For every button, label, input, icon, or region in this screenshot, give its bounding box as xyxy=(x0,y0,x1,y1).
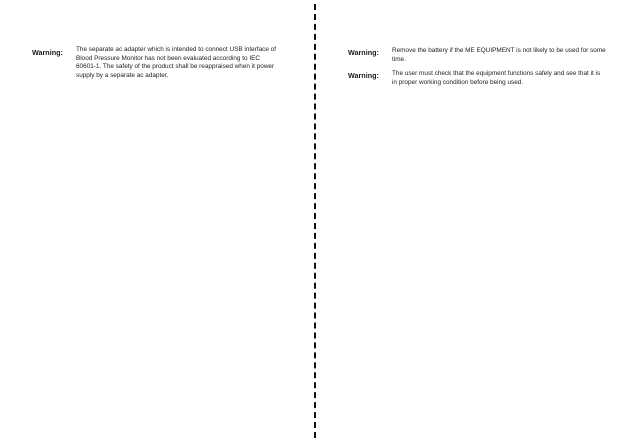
warning-text: The separate ac adapter which is intended to connect USB interface of Blood Pressure Monitor has not been evaluated according to IEC 60601-1. The safety of the product shall be reappraised when it power supply by a separate ac adapter. xyxy=(76,46,277,79)
warning-label: Warning: xyxy=(348,71,379,80)
warning-label: Warning: xyxy=(348,48,379,57)
warning-label: Warning: xyxy=(32,48,63,57)
warning-text: The user must check that the equipment functions safely and see that it is in proper working condition before being used. xyxy=(392,70,601,86)
left-page xyxy=(0,0,314,441)
warning-usb-adapter xyxy=(32,46,276,80)
right-page xyxy=(316,0,630,441)
warning-text: Remove the battery if the ME EQUIPMENT is not likely to be used for some time. xyxy=(392,47,606,63)
warning-check-equipment xyxy=(348,70,606,87)
warning-remove-battery xyxy=(348,47,606,64)
